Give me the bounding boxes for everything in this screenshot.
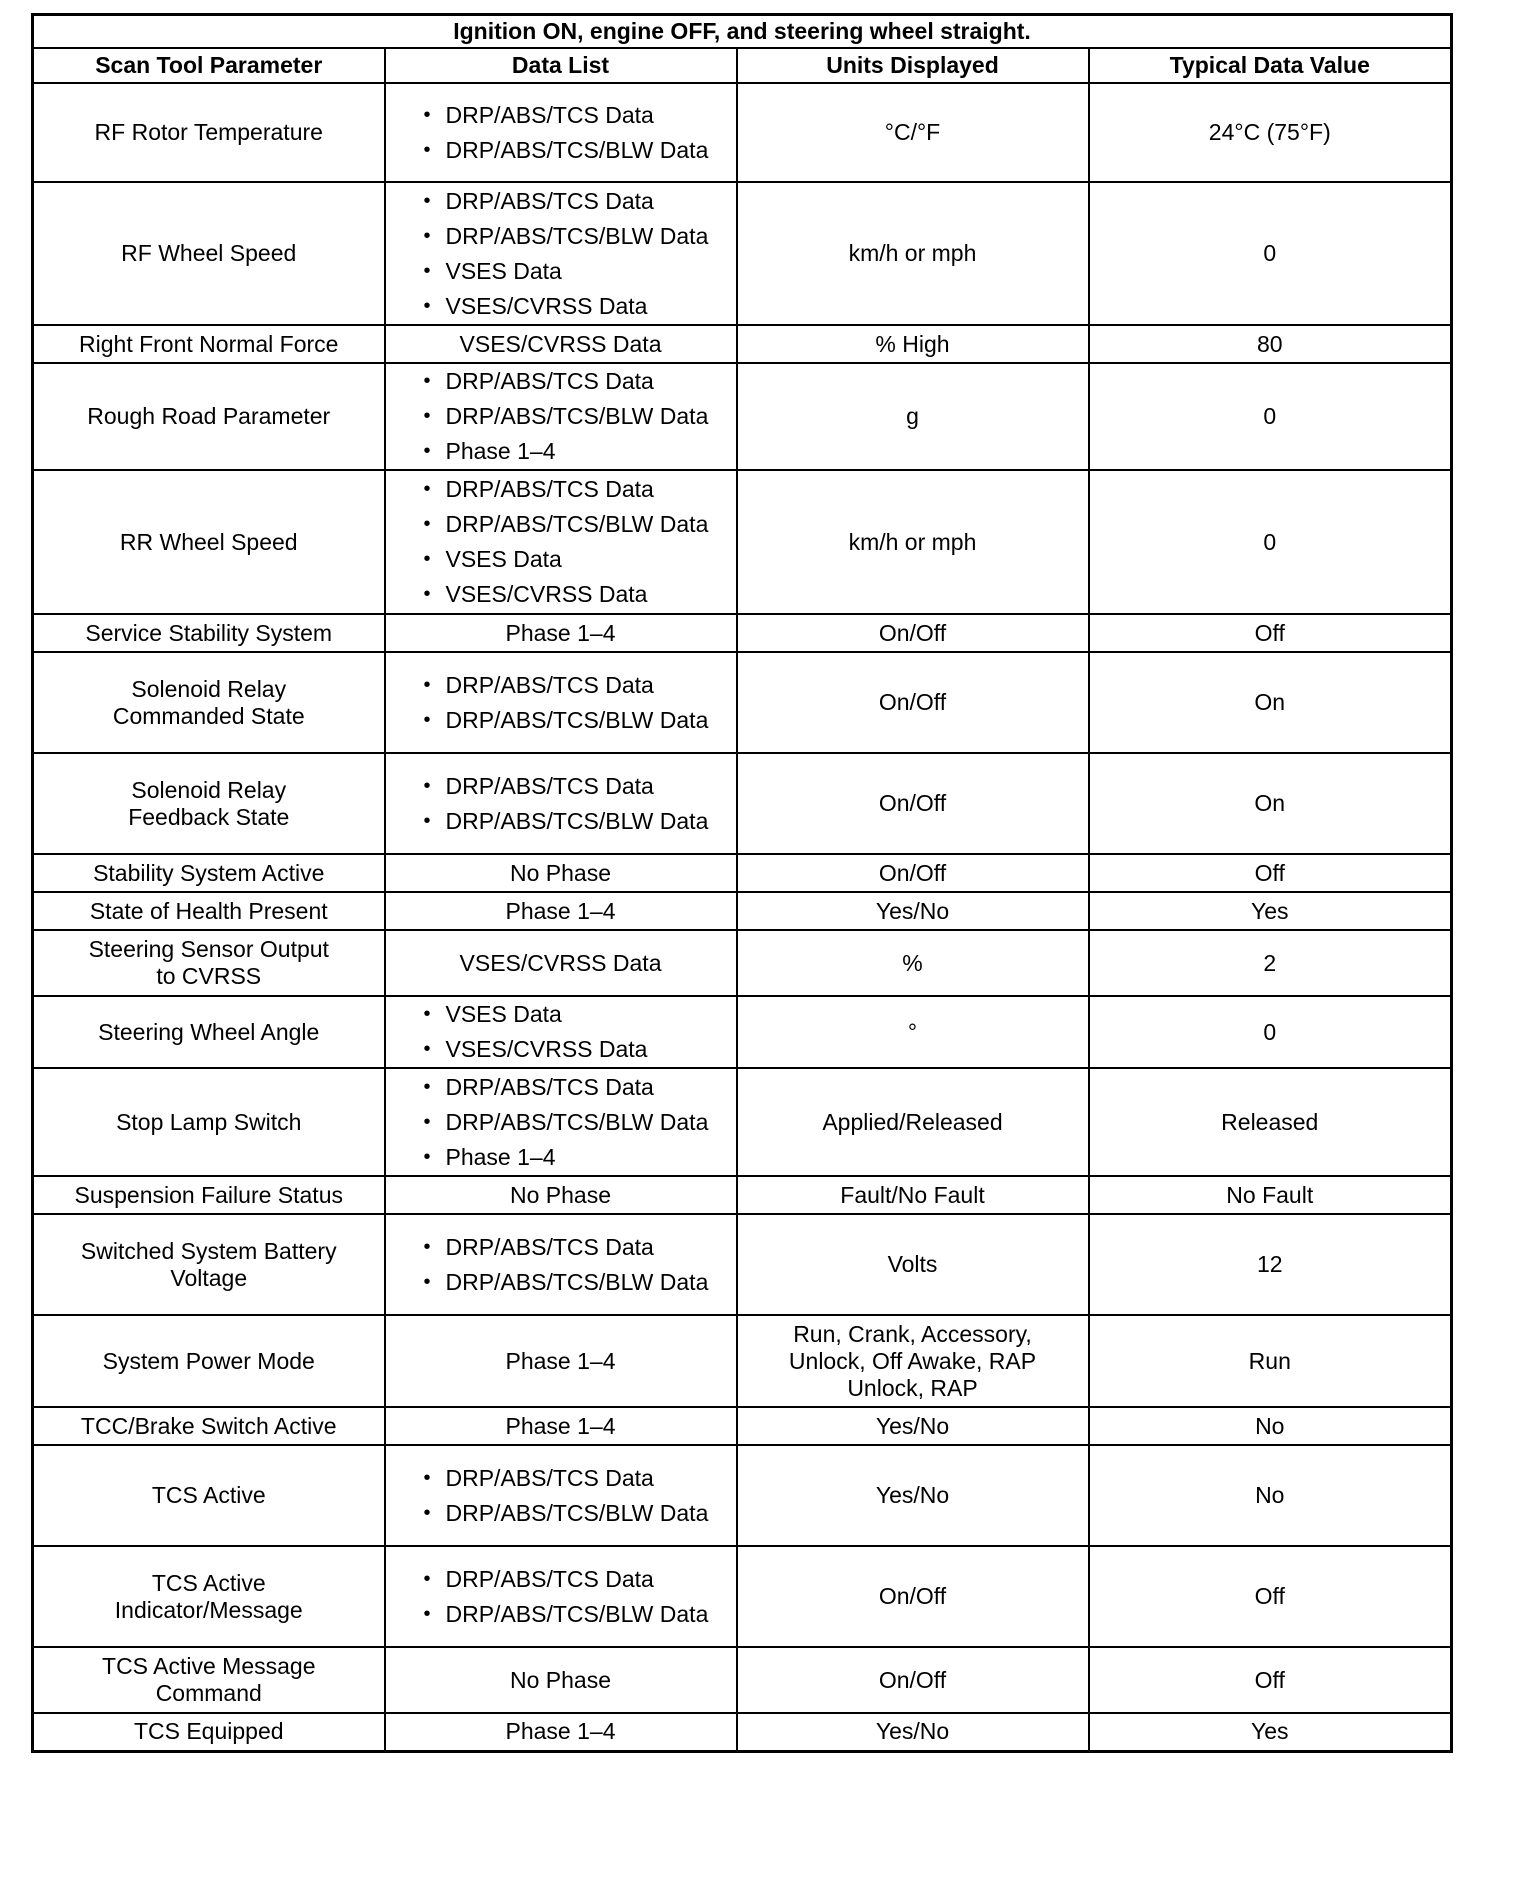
- units-cell: On/Off: [737, 1546, 1089, 1647]
- parameter-cell: TCS Equipped: [33, 1713, 385, 1751]
- units-cell: Fault/No Fault: [737, 1176, 1089, 1214]
- data-list-item: • VSES Data: [420, 997, 730, 1032]
- typical-value-cell: Off: [1089, 854, 1452, 892]
- table-row: [33, 470, 1452, 614]
- units-cell: Yes/No: [737, 1445, 1089, 1546]
- typical-value-cell: 0: [1089, 182, 1452, 325]
- typical-value-cell: No: [1089, 1407, 1452, 1445]
- header-row: [33, 48, 1452, 83]
- data-list: [420, 1562, 730, 1632]
- data-list: [420, 98, 730, 168]
- data-list-item: • DRP/ABS/TCS Data: [420, 1562, 730, 1597]
- data-list-item: • DRP/ABS/TCS Data: [420, 98, 730, 133]
- units-cell: Applied/Released: [737, 1068, 1089, 1176]
- data-list-cell: No Phase: [385, 1647, 737, 1713]
- units-cell: On/Off: [737, 652, 1089, 753]
- typical-value-cell: 0: [1089, 996, 1452, 1068]
- table-row: [33, 854, 1452, 892]
- typical-value-cell: On: [1089, 652, 1452, 753]
- data-list-item: • DRP/ABS/TCS/BLW Data: [420, 1265, 730, 1300]
- data-list-cell: [385, 1445, 737, 1546]
- data-list-item: • DRP/ABS/TCS/BLW Data: [420, 703, 730, 738]
- data-list-cell: Phase 1–4: [385, 614, 737, 652]
- table-row: [33, 363, 1452, 470]
- data-list: [420, 472, 730, 612]
- data-list: [420, 184, 730, 324]
- parameter-cell: Steering Sensor Output to CVRSS: [33, 930, 385, 996]
- table-row: [33, 1647, 1452, 1713]
- typical-value-cell: Released: [1089, 1068, 1452, 1176]
- units-cell: Yes/No: [737, 892, 1089, 930]
- units-cell: %: [737, 930, 1089, 996]
- data-list-item: • VSES Data: [420, 254, 730, 289]
- data-list-cell: [385, 470, 737, 614]
- table-row: [33, 753, 1452, 854]
- parameter-cell: Rough Road Parameter: [33, 363, 385, 470]
- data-list-cell: No Phase: [385, 1176, 737, 1214]
- data-list-cell: VSES/CVRSS Data: [385, 930, 737, 996]
- data-list-item: • VSES/CVRSS Data: [420, 289, 730, 324]
- data-list-cell: No Phase: [385, 854, 737, 892]
- scan-tool-data-table: [31, 13, 1453, 1753]
- parameter-cell: Right Front Normal Force: [33, 325, 385, 363]
- caption-row: [33, 15, 1452, 49]
- typical-value-cell: No: [1089, 1445, 1452, 1546]
- data-list-cell: [385, 1546, 737, 1647]
- data-list-item: • DRP/ABS/TCS Data: [420, 1230, 730, 1265]
- data-list-cell: Phase 1–4: [385, 1713, 737, 1751]
- header-data-list: Data List: [385, 48, 737, 83]
- data-list-item: • DRP/ABS/TCS/BLW Data: [420, 399, 730, 434]
- data-list-cell: [385, 363, 737, 470]
- table-row: [33, 930, 1452, 996]
- typical-value-cell: Off: [1089, 1546, 1452, 1647]
- units-cell: Run, Crank, Accessory, Unlock, Off Awake, RAP Unlock, RAP: [737, 1315, 1089, 1407]
- parameter-cell: Stop Lamp Switch: [33, 1068, 385, 1176]
- data-list-item: • DRP/ABS/TCS/BLW Data: [420, 1105, 730, 1140]
- data-list-cell: Phase 1–4: [385, 1407, 737, 1445]
- units-cell: Yes/No: [737, 1407, 1089, 1445]
- units-cell: Volts: [737, 1214, 1089, 1315]
- parameter-cell: RF Wheel Speed: [33, 182, 385, 325]
- parameter-cell: RF Rotor Temperature: [33, 83, 385, 182]
- data-list-item: • DRP/ABS/TCS Data: [420, 472, 730, 507]
- data-list: [420, 769, 730, 839]
- table-row: [33, 83, 1452, 182]
- data-list-item: • DRP/ABS/TCS/BLW Data: [420, 507, 730, 542]
- data-list-item: • DRP/ABS/TCS/BLW Data: [420, 133, 730, 168]
- typical-value-cell: Off: [1089, 1647, 1452, 1713]
- data-list-item: • DRP/ABS/TCS Data: [420, 1461, 730, 1496]
- data-list-cell: [385, 753, 737, 854]
- data-list-cell: [385, 83, 737, 182]
- units-cell: °: [737, 996, 1089, 1068]
- table-row: [33, 1315, 1452, 1407]
- parameter-cell: Suspension Failure Status: [33, 1176, 385, 1214]
- units-cell: On/Off: [737, 1647, 1089, 1713]
- data-list-item: • Phase 1–4: [420, 434, 730, 469]
- typical-value-cell: No Fault: [1089, 1176, 1452, 1214]
- data-list-item: • DRP/ABS/TCS Data: [420, 769, 730, 804]
- header-units-displayed: Units Displayed: [737, 48, 1089, 83]
- data-list-item: • DRP/ABS/TCS/BLW Data: [420, 804, 730, 839]
- data-list-item: • DRP/ABS/TCS Data: [420, 364, 730, 399]
- data-list-cell: Phase 1–4: [385, 1315, 737, 1407]
- units-cell: km/h or mph: [737, 470, 1089, 614]
- data-list-item: • VSES/CVRSS Data: [420, 577, 730, 612]
- parameter-cell: Stability System Active: [33, 854, 385, 892]
- units-cell: Yes/No: [737, 1713, 1089, 1751]
- data-list-item: • DRP/ABS/TCS Data: [420, 1070, 730, 1105]
- parameter-cell: RR Wheel Speed: [33, 470, 385, 614]
- typical-value-cell: Run: [1089, 1315, 1452, 1407]
- table-row: [33, 1407, 1452, 1445]
- data-list-cell: [385, 652, 737, 753]
- parameter-cell: Service Stability System: [33, 614, 385, 652]
- table-row: [33, 1214, 1452, 1315]
- data-list-item: • DRP/ABS/TCS/BLW Data: [420, 219, 730, 254]
- data-list: [420, 1070, 730, 1175]
- parameter-cell: Solenoid Relay Commanded State: [33, 652, 385, 753]
- data-list-cell: [385, 1214, 737, 1315]
- table-row: [33, 996, 1452, 1068]
- data-list: [420, 1230, 730, 1300]
- data-list-item: • DRP/ABS/TCS/BLW Data: [420, 1496, 730, 1531]
- typical-value-cell: Yes: [1089, 1713, 1452, 1751]
- header-scan-tool-parameter: Scan Tool Parameter: [33, 48, 385, 83]
- table-row: [33, 1068, 1452, 1176]
- typical-value-cell: 80: [1089, 325, 1452, 363]
- header-typical-data-value: Typical Data Value: [1089, 48, 1452, 83]
- data-list-cell: VSES/CVRSS Data: [385, 325, 737, 363]
- units-cell: % High: [737, 325, 1089, 363]
- typical-value-cell: On: [1089, 753, 1452, 854]
- table-row: [33, 1546, 1452, 1647]
- data-list: [420, 364, 730, 469]
- parameter-cell: Solenoid Relay Feedback State: [33, 753, 385, 854]
- data-list-cell: Phase 1–4: [385, 892, 737, 930]
- units-cell: °C/°F: [737, 83, 1089, 182]
- table-row: [33, 1445, 1452, 1546]
- units-cell: km/h or mph: [737, 182, 1089, 325]
- typical-value-cell: 12: [1089, 1214, 1452, 1315]
- parameter-cell: TCS Active Indicator/Message: [33, 1546, 385, 1647]
- parameter-cell: Switched System Battery Voltage: [33, 1214, 385, 1315]
- data-list: [420, 1461, 730, 1531]
- table-row: [33, 614, 1452, 652]
- table-row: [33, 652, 1452, 753]
- table-row: [33, 1713, 1452, 1751]
- parameter-cell: System Power Mode: [33, 1315, 385, 1407]
- parameter-cell: Steering Wheel Angle: [33, 996, 385, 1068]
- typical-value-cell: 0: [1089, 470, 1452, 614]
- typical-value-cell: 0: [1089, 363, 1452, 470]
- typical-value-cell: 24°C (75°F): [1089, 83, 1452, 182]
- units-cell: g: [737, 363, 1089, 470]
- table-row: [33, 325, 1452, 363]
- parameter-cell: TCC/Brake Switch Active: [33, 1407, 385, 1445]
- table-row: [33, 182, 1452, 325]
- data-table-container: [31, 13, 1450, 1753]
- parameter-cell: State of Health Present: [33, 892, 385, 930]
- data-list-cell: [385, 1068, 737, 1176]
- data-list-cell: [385, 182, 737, 325]
- typical-value-cell: Yes: [1089, 892, 1452, 930]
- data-list-item: • VSES Data: [420, 542, 730, 577]
- table-caption: Ignition ON, engine OFF, and steering wheel straight.: [33, 15, 1452, 49]
- parameter-cell: TCS Active Message Command: [33, 1647, 385, 1713]
- data-list-item: • DRP/ABS/TCS/BLW Data: [420, 1597, 730, 1632]
- units-cell: On/Off: [737, 854, 1089, 892]
- typical-value-cell: 2: [1089, 930, 1452, 996]
- data-list-item: • DRP/ABS/TCS Data: [420, 668, 730, 703]
- units-cell: On/Off: [737, 753, 1089, 854]
- table-row: [33, 892, 1452, 930]
- data-list-item: • DRP/ABS/TCS Data: [420, 184, 730, 219]
- data-list-item: • VSES/CVRSS Data: [420, 1032, 730, 1067]
- table-body: [33, 83, 1452, 1751]
- data-list-item: • Phase 1–4: [420, 1140, 730, 1175]
- parameter-cell: TCS Active: [33, 1445, 385, 1546]
- data-list-cell: [385, 996, 737, 1068]
- data-list: [420, 668, 730, 738]
- typical-value-cell: Off: [1089, 614, 1452, 652]
- units-cell: On/Off: [737, 614, 1089, 652]
- table-row: [33, 1176, 1452, 1214]
- data-list: [420, 997, 730, 1067]
